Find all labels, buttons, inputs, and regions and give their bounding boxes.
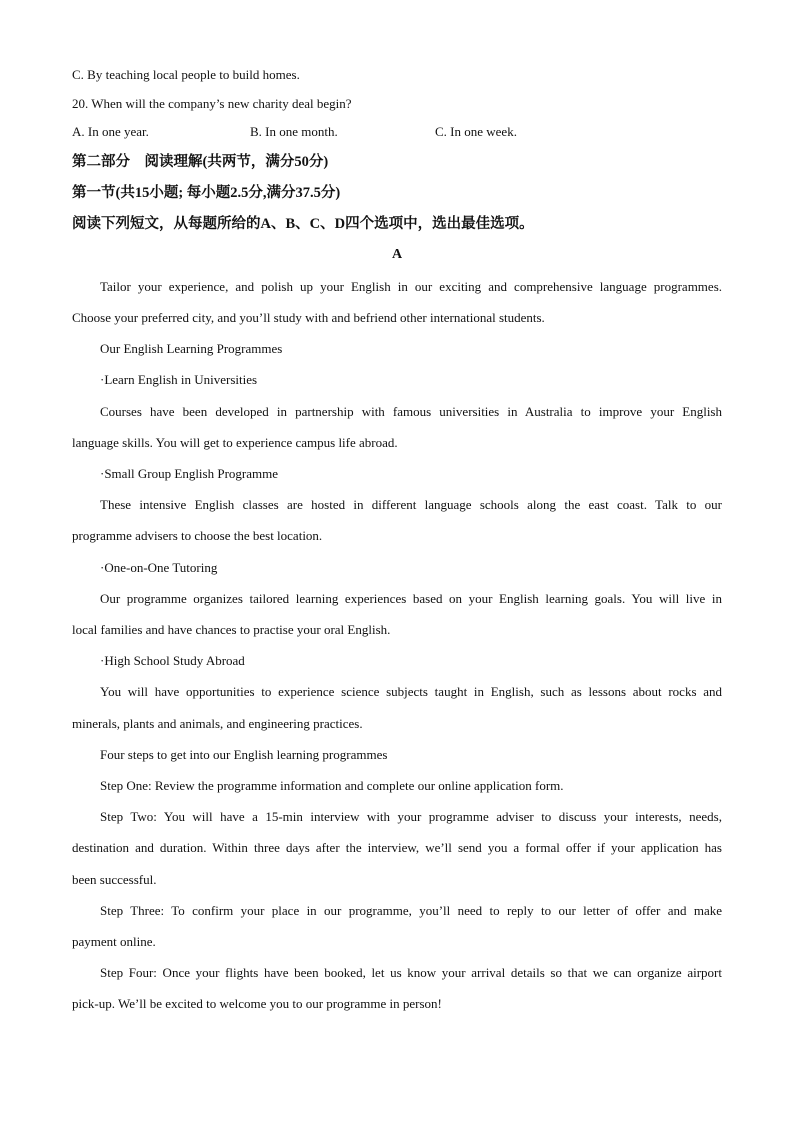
q20-option-b: B. In one month. [250,124,338,139]
programme-2-line-2: programme advisers to choose the best location. [72,528,323,543]
step-3-line-2: payment online. [72,934,156,949]
passage-label: A [391,247,403,262]
q20-option-c: C. In one week. [435,124,517,139]
steps-heading: Four steps to get into our English learning programmes [100,747,388,762]
step-2-line-3: been successful. [72,872,157,887]
step-1: Step One: Review the programme information and complete our online application form. [100,778,564,793]
q19-option-c: C. By teaching local people to build homes. [72,67,300,82]
programme-1-line-1: Courses have been developed in partnership with famous universities in Australia to improve your English [100,404,722,419]
part-title: 第二部分 阅读理解(共两节，满分50分) [72,154,329,170]
programme-4-line-2: minerals, plants and animals, and engineering practices. [72,716,363,731]
step-4-line-2: pick-up. We’ll be excited to welcome you to our programme in person! [72,996,442,1011]
reading-instruction: 阅读下列短文，从每题所给的A、B、C、D四个选项中，选出最佳选项。 [72,216,534,232]
step-3-line-1: Step Three: To confirm your place in our programme, you’ll need to reply to our letter of offer and make [100,903,722,918]
intro-line-1: Tailor your experience, and polish up your English in our exciting and comprehensive language programmes. [100,279,722,294]
section-title: 第一节(共15小题; 每小题2.5分,满分37.5分) [72,185,341,201]
programme-2-line-1: These intensive English classes are hosted in different language schools along the east coast. Talk to our [100,497,722,512]
step-2-line-2: destination and duration. Within three days after the interview, we’ll send you a formal offer if your application has [72,840,722,855]
q20-question: 20. When will the company’s new charity deal begin? [72,96,352,111]
programmes-heading: Our English Learning Programmes [100,341,283,356]
intro-line-2: Choose your preferred city, and you’ll study with and befriend other international students. [72,310,545,325]
programme-3-line-2: local families and have chances to practise your oral English. [72,622,391,637]
programme-4-line-1: You will have opportunities to experience science subjects taught in English, such as lessons about rocks and [100,684,722,699]
programme-1-line-2: language skills. You will get to experience campus life abroad. [72,435,398,450]
programme-1-title: ·Learn English in Universities [100,372,258,387]
step-2-line-1: Step Two: You will have a 15-min interview with your programme adviser to discuss your interests, needs, [100,809,722,824]
programme-3-title: ·One-on-One Tutoring [100,560,218,575]
step-4-line-1: Step Four: Once your flights have been booked, let us know your arrival details so that we can organize airport [100,965,722,980]
programme-4-title: ·High School Study Abroad [100,653,245,668]
programme-2-title: ·Small Group English Programme [100,466,279,481]
q20-option-a: A. In one year. [72,124,149,139]
programme-3-line-1: Our programme organizes tailored learning experiences based on your English learning goals. You will live in [100,591,722,606]
